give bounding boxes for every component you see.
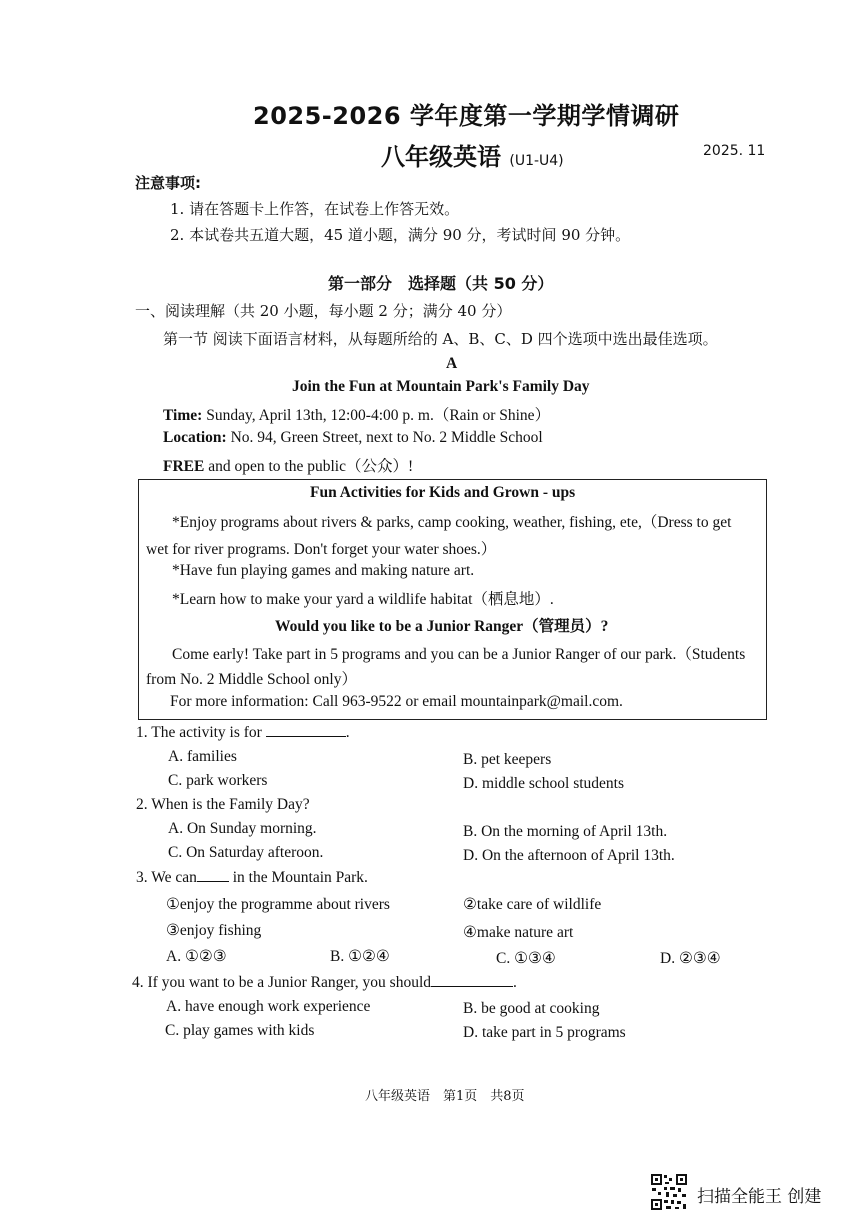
activities-heading: Fun Activities for Kids and Grown - ups [310, 484, 576, 501]
q2-option-d[interactable]: D. On the afternoon of April 13th. [463, 847, 675, 864]
subject-name: 八年级英语 [381, 143, 501, 171]
question-2-stem: 2. When is the Family Day? [136, 796, 310, 813]
notes-heading: 注意事项: [135, 174, 201, 192]
location-value: No. 94, Green Street, next to No. 2 Middle School [226, 429, 543, 446]
free-value: and open to the public（公众）! [204, 458, 414, 475]
units-range: (U1-U4) [509, 153, 564, 169]
exam-subject [381, 137, 564, 172]
q3-item-2: ②take care of wildlife [463, 896, 602, 913]
page-footer: 八年级英语 第1页 共8页 [365, 1089, 525, 1104]
note-item-1: 1. 请在答题卡上作答，在试卷上作答无效。 [170, 200, 460, 218]
q2-option-c[interactable]: C. On Saturday afteroon. [168, 844, 324, 861]
activity-line-1b: wet for river programs. Don't forget your water shoes.） [146, 541, 497, 558]
event-admission [163, 454, 413, 476]
question-4-end: . [513, 974, 517, 991]
passage-letter: A [446, 355, 458, 372]
q3-item-4: ④make nature art [463, 924, 574, 941]
question-3-stem: 3. We can [136, 869, 197, 886]
ranger-heading: Would you like to be a Junior Ranger（管理员）? [275, 618, 609, 635]
answer-blank [431, 986, 513, 987]
activity-line-2: *Have fun playing games and making nature art. [172, 562, 475, 579]
question-1 [136, 724, 350, 742]
answer-blank [197, 881, 229, 882]
activity-line-3: *Learn how to make your yard a wildlife habitat（栖息地）. [172, 591, 554, 608]
section-heading: 一、阅读理解（共 20 小题，每小题 2 分；满分 40 分） [135, 302, 512, 320]
passage-title: Join the Fun at Mountain Park's Family Day [292, 378, 590, 395]
part-heading: 第一部分 选择题（共 50 分） [328, 274, 554, 293]
q1-option-b[interactable]: B. pet keepers [463, 751, 552, 768]
free-label: FREE [163, 458, 205, 475]
note-item-2: 2. 本试卷共五道大题，45 道小题，满分 90 分，考试时间 90 分钟。 [170, 226, 631, 244]
q2-option-a[interactable]: A. On Sunday morning. [168, 820, 317, 837]
qr-code-icon [650, 1173, 688, 1211]
event-location [163, 429, 543, 447]
exam-title: 2025-2026 学年度第一学期学情调研 [253, 102, 680, 130]
q1-option-c[interactable]: C. park workers [168, 772, 268, 789]
q4-option-c[interactable]: C. play games with kids [165, 1022, 315, 1039]
location-label: Location: [163, 429, 227, 446]
q2-option-b[interactable]: B. On the morning of April 13th. [463, 823, 668, 840]
question-1-stem: 1. The activity is for [136, 724, 266, 741]
q3-option-b[interactable]: B. ①②④ [330, 948, 390, 965]
question-4 [132, 974, 517, 992]
scanner-watermark: 扫描全能王 创建 [697, 1187, 822, 1207]
question-3-end: in the Mountain Park. [228, 869, 368, 886]
q4-option-b[interactable]: B. be good at cooking [463, 1000, 600, 1017]
q4-option-a[interactable]: A. have enough work experience [166, 998, 371, 1015]
question-1-end: . [345, 724, 350, 741]
ranger-text-a: Come early! Take part in 5 programs and you can be a Junior Ranger of our park.（Students [172, 646, 746, 663]
q3-option-a[interactable]: A. ①②③ [166, 948, 227, 965]
exam-date: 2025. 11 [703, 143, 766, 159]
q3-option-d[interactable]: D. ②③④ [660, 950, 721, 967]
q1-option-a[interactable]: A. families [168, 748, 237, 765]
contact-info: For more information: Call 963-9522 or email mountainpark@mail.com. [170, 693, 623, 710]
section-instruction: 第一节 阅读下面语言材料，从每题所给的 A、B、C、D 四个选项中选出最佳选项。 [163, 330, 718, 348]
ranger-text-b: from No. 2 Middle School only） [146, 671, 357, 688]
question-4-stem: 4. If you want to be a Junior Ranger, you should [132, 974, 431, 991]
activity-line-1a: *Enjoy programs about rivers & parks, camp cooking, weather, fishing, ete,（Dress to get [172, 514, 732, 531]
time-value: Sunday, April 13th, 12:00-4:00 p. m.（Rain or Shine） [202, 407, 551, 424]
q1-option-d[interactable]: D. middle school students [463, 775, 625, 792]
time-label: Time: [163, 407, 203, 424]
q3-item-3: ③enjoy fishing [166, 922, 262, 939]
q4-option-d[interactable]: D. take part in 5 programs [463, 1024, 626, 1041]
question-3 [136, 869, 368, 887]
event-time [163, 403, 550, 425]
answer-blank [266, 736, 346, 737]
q3-option-c[interactable]: C. ①③④ [496, 950, 556, 967]
q3-item-1: ①enjoy the programme about rivers [166, 896, 390, 913]
